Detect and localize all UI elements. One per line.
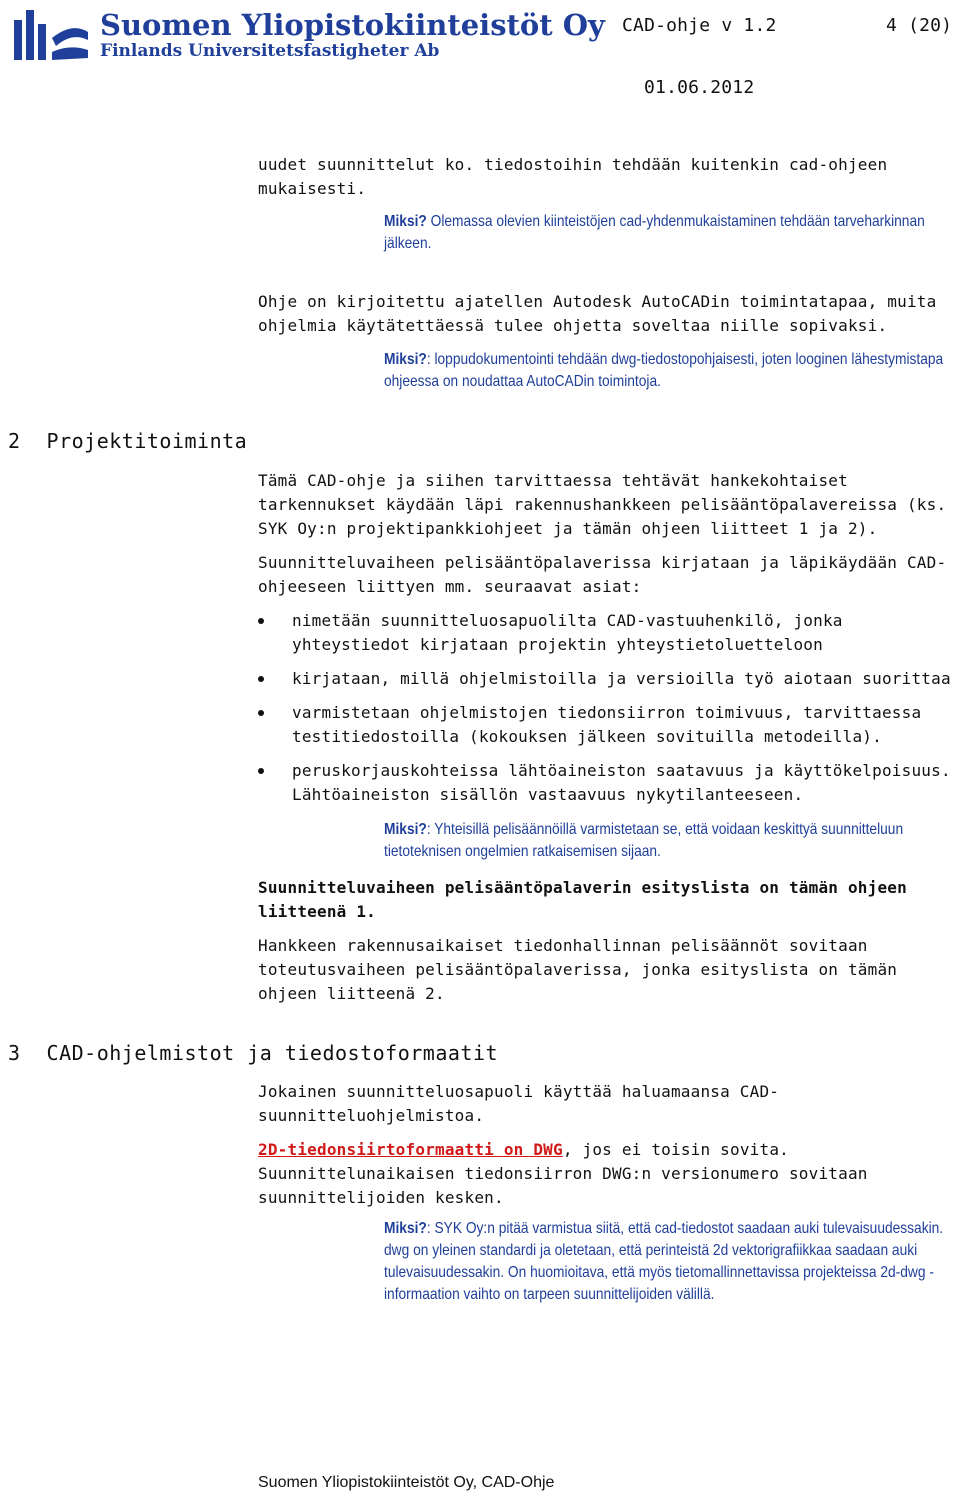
section-number: 2 — [8, 429, 21, 453]
list-item: nimetään suunnitteluosapuolilta CAD-vastuuhenkilö, jonka yhteystiedot kirjataan projektin yhteystietoluetteloon — [258, 609, 958, 657]
document-date: 01.06.2012 — [644, 77, 755, 98]
section-2-paragraph-3: Hankkeen rakennusaikaiset tiedonhallinnan pelisäännöt sovitaan toteutusvaiheen pelisääntöpalaverissa, jonka esityslista on tämän ohjeen liitteenä 2. — [258, 936, 898, 1003]
intro-paragraph-2: Ohje on kirjoitettu ajatellen Autodesk AutoCADin toimintatapaa, muita ohjelmia käytätettäessä tulee ohjetta soveltaa niille sopivaksi. — [258, 292, 937, 335]
section-2-bullet-list — [258, 609, 958, 817]
miksi-label: Miksi? — [384, 1220, 427, 1237]
section-3-paragraph-1: Jokainen suunnitteluosapuoli käyttää haluamaansa CAD-suunnitteluohjelmistoa. — [258, 1082, 780, 1125]
miksi-text: Olemassa olevien kiinteistöjen cad-yhdenmukaistaminen tehdään tarveharkinnan jälkeen. — [384, 213, 925, 252]
section-3-miksi-note — [384, 1218, 958, 1306]
list-item: peruskorjauskohteissa lähtöaineiston saatavuus ja käyttökelpoisuus. Lähtöaineiston sisällön vastaavuus nykytilanteeseen. — [258, 759, 958, 807]
miksi-text: : SYK Oy:n pitää varmistua siitä, että cad-tiedostot saadaan auki tulevaisuudessakin. dwg on yleinen standardi ja oletetaan, että perinteistä 2d vektorigrafiikkaa saadaan auki tulevaisuudessakin. On huomioitava, että myös tietomallinnettavissa projekteissa 2d-dwg -informaation vaihto on tarpeen suunnittelijoiden välillä. — [384, 1220, 944, 1303]
miksi-text: : Yhteisillä pelisäännöillä varmistetaan se, että voidaan keskittyä suunnitteluun tietoteknisen ongelmien ratkaisemisen sijaan. — [384, 821, 904, 860]
section-3-paragraph-2 — [258, 1138, 958, 1210]
section-number: 3 — [8, 1041, 21, 1065]
page-footer: Suomen Yliopistokiinteistöt Oy, CAD-Ohje — [258, 1474, 555, 1491]
section-2-paragraph-2: Suunnitteluvaiheen pelisääntöpalaverissa kirjataan ja läpikäydään CAD-ohjeeseen liittyen mm. seuraavat asiat: — [258, 553, 947, 596]
section-2-paragraph-1: Tämä CAD-ohje ja siihen tarvittaessa tehtävät hankekohtaiset tarkennukset käydään läpi rakennushankkeen pelisääntöpalavereissa (ks. SYK Oy:n projektipankkiohjeet ja tämän ohjeen liitteet 1 ja 2). — [258, 471, 947, 538]
section-title: Projektitoiminta — [46, 429, 248, 453]
syk-logo-mark — [12, 8, 92, 64]
section-2-heading — [8, 428, 247, 454]
miksi-text: : loppudokumentointi tehdään dwg-tiedostopohjaisesti, joten looginen lähestymistapa ohjeessa on noudattaa AutoCADin toimintoja. — [384, 351, 944, 390]
company-name-sv: Finlands Universitetsfastigheter Ab — [100, 41, 440, 61]
miksi-label: Miksi? — [384, 821, 427, 838]
list-item: kirjataan, millä ohjelmistoilla ja versioilla työ aiotaan suorittaa — [258, 667, 958, 691]
miksi-label: Miksi? — [384, 213, 427, 230]
company-logo — [12, 8, 92, 64]
dwg-format-link[interactable]: 2D-tiedonsiirtoformaatti on DWG — [258, 1140, 563, 1159]
page-number: 4 (20) — [886, 15, 953, 36]
company-name-fi: Suomen Yliopistokiinteistöt Oy — [100, 8, 605, 42]
paragraph-text: , jos ei toisin sovita. Suunnittelunaikaisen tiedonsiirron DWG:n versionumero sovitaan suunnittelijoiden kesken. — [258, 1140, 868, 1207]
intro-miksi-note-1 — [384, 211, 958, 255]
bullet-icon — [258, 710, 264, 716]
intro-paragraph-1: uudet suunnittelut ko. tiedostoihin tehdään kuitenkin cad-ohjeen mukaisesti. — [258, 155, 888, 198]
section-2-miksi-note — [384, 819, 958, 863]
bullet-icon — [258, 618, 264, 624]
intro-miksi-note-2 — [384, 349, 958, 393]
section-2-bold-paragraph: Suunnitteluvaiheen pelisääntöpalaverin esityslista on tämän ohjeen liitteenä 1. — [258, 878, 907, 921]
section-3-heading — [8, 1040, 498, 1066]
document-name: CAD-ohje v 1.2 — [622, 15, 777, 36]
list-item: varmistetaan ohjelmistojen tiedonsiirron toimivuus, tarvittaessa testitiedostoilla (kokouksen jälkeen sovituilla metodeilla). — [258, 701, 958, 749]
bullet-icon — [258, 676, 264, 682]
bullet-icon — [258, 768, 264, 774]
miksi-label: Miksi? — [384, 351, 427, 368]
section-title: CAD-ohjelmistot ja tiedostoformaatit — [46, 1041, 499, 1065]
